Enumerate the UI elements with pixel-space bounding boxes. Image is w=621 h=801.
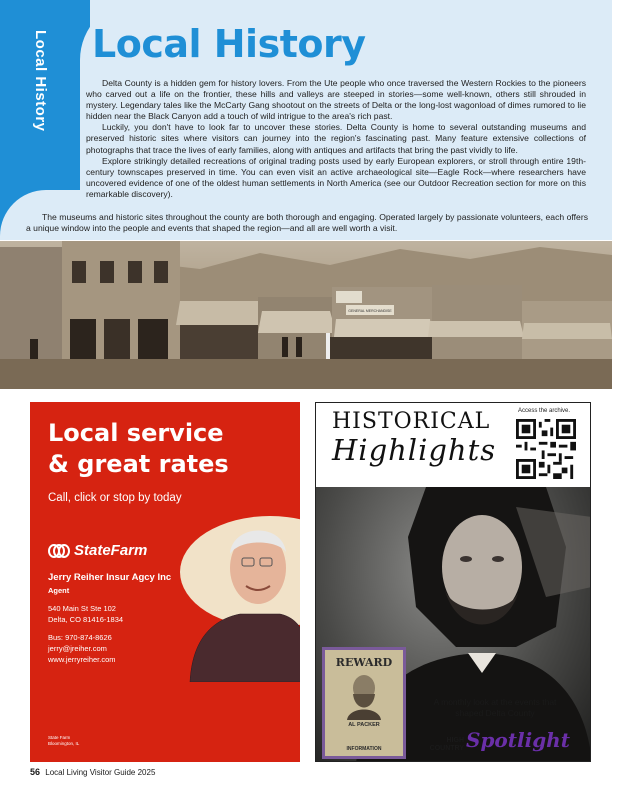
agent-address: Delta, CO 81416-1834 xyxy=(48,615,124,624)
intro-text xyxy=(86,78,586,200)
ad-tagline: Call, click or stop by today xyxy=(48,492,182,504)
hh-caption: A monthly look at the events that shaped Delta County xyxy=(433,697,557,718)
access-archive-label: Access the archive. xyxy=(518,408,571,414)
agent-portrait xyxy=(170,502,300,682)
ad-headline: Local service & great rates xyxy=(48,419,229,478)
page-title: Local History xyxy=(92,22,366,66)
historic-street-photo xyxy=(0,241,612,389)
qr-code-icon[interactable] xyxy=(516,419,576,479)
hh-script-title: Highlights xyxy=(332,433,497,467)
agent-address: 540 Main St Ste 102 xyxy=(48,604,116,613)
publication-name: Local Living Visitor Guide 2025 xyxy=(45,768,156,777)
intro-paragraph: Delta County is a hidden gem for history lovers. From the Ute people who once traversed the Western Rockies to the pioneers who carved out a life on the frontier, these hills and valleys are steeped in stories—some well-known, others still shrouded in mystery. Legendary tales like the McCarty Gang shootout on the streets of Delta or the long-lost wagonload of dimes rumored to lie hidden near the Black Canyon add a touch of wild intrigue to the area's rich past. xyxy=(86,78,586,122)
statefarm-ad[interactable] xyxy=(30,402,300,762)
agent-email[interactable]: jerry@jreiher.com xyxy=(48,644,107,653)
high-country-label: HIGH COUNTRY xyxy=(429,737,464,752)
intro-paragraph: Luckily, you don't have to look far to uncover these stories. Delta County is home to several outstanding museums and preserved historic sites where visitors can journey into the region's fascinating past. Many feature extensive collections of photographs that trace the lives of early families, along with antiques and artifacts that bring the past vividly to life. xyxy=(86,122,586,155)
reward-name: AL PACKER xyxy=(348,722,380,728)
reward-title: REWARD xyxy=(335,656,393,669)
agent-title: Agent xyxy=(48,586,70,595)
fine-print: Bloomington, IL xyxy=(48,741,80,746)
historical-highlights-ad[interactable] xyxy=(315,402,591,762)
statefarm-logo: StateFarm xyxy=(48,542,147,559)
agent-website[interactable]: www.jerryreiher.com xyxy=(48,655,116,664)
statefarm-ovals-icon xyxy=(48,544,70,558)
page-folio xyxy=(30,767,155,777)
hh-title: HISTORICAL xyxy=(332,409,491,434)
wanted-man-icon xyxy=(345,672,383,720)
agent-name: Jerry Reiher Insur Agcy Inc xyxy=(48,572,172,583)
page-number: 56 xyxy=(30,767,41,777)
intro-paragraph: Explore strikingly detailed recreations of original trading posts used by early European explorers, or stroll through entire 19th-century townscapes preserved in time. You can even visit an active archaeological site—Eagle Rock—where researchers have uncovered evidence of one of the oldest human settlements in North America (see our Outdoor Recreation section for more on this remarkable discovery). xyxy=(86,155,586,199)
storefront-sign: GENERAL MERCHANDISE xyxy=(348,309,392,313)
historic-street-illustration xyxy=(0,241,612,389)
reward-footer: INFORMATION xyxy=(346,746,382,752)
reward-poster xyxy=(322,647,406,759)
spotlight-logo: Spotlight xyxy=(466,728,570,752)
intro-paragraph: The museums and historic sites throughout the county are both thorough and engaging. Operated largely by passionate volunteers, each offers a unique window into the people and events that shaped the region—and all are well worth a visit. xyxy=(26,212,588,234)
section-tab-label: Local History xyxy=(32,30,49,132)
agent-phone[interactable]: Bus: 970-874-8626 xyxy=(48,633,112,642)
fine-print: State Farm xyxy=(48,735,71,740)
